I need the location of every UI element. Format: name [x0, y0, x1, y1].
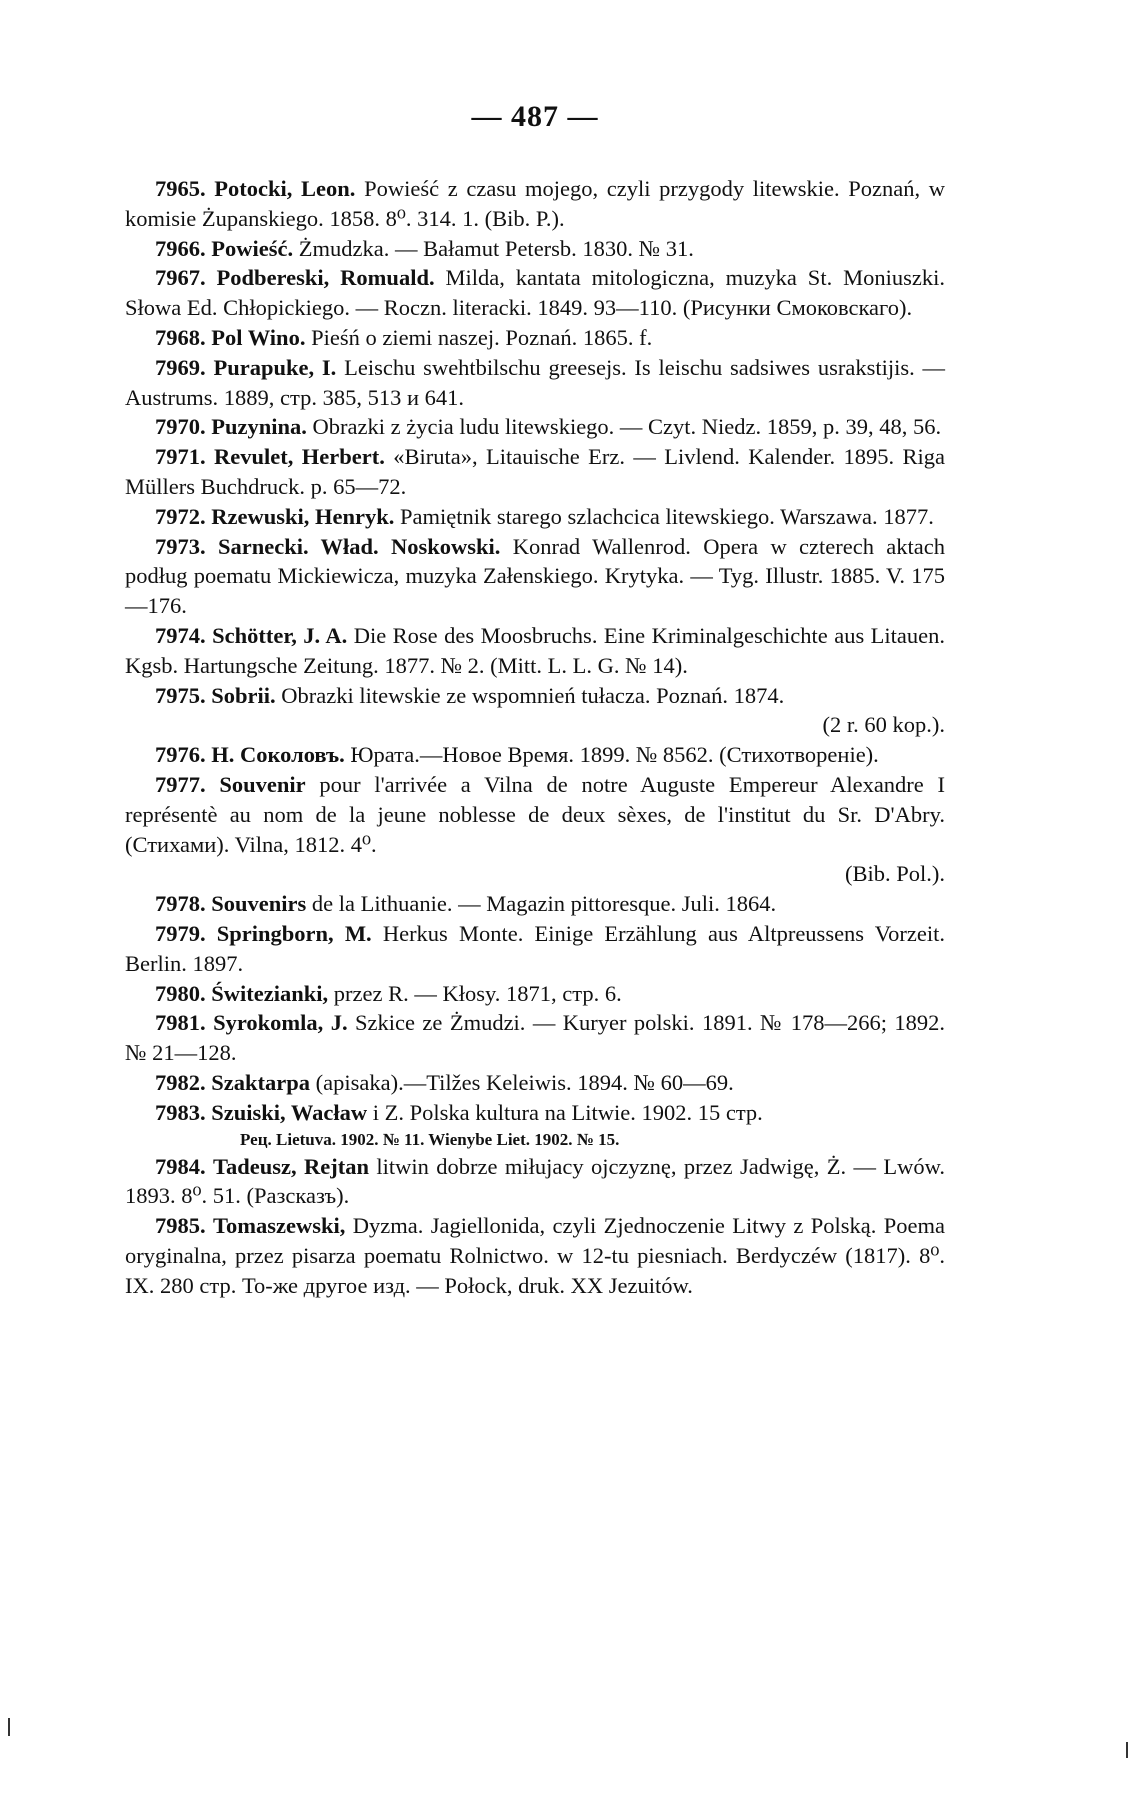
entry-heading: Souvenirs	[211, 891, 307, 917]
scan-edge-mark	[8, 1718, 10, 1736]
entry-number: 7970.	[155, 414, 206, 440]
bibliography-entry	[125, 323, 945, 353]
entry-heading: Springborn, M.	[216, 920, 372, 946]
entry-heading: Syrokomla, J.	[213, 1010, 348, 1036]
entry-number: 7981.	[155, 1010, 206, 1036]
entry-number: 7971.	[155, 444, 206, 470]
entry-text: Pieśń o ziemi naszej. Poznań. 1865. f.	[311, 324, 653, 350]
entry-text: Szkice ze Żmudzi. — Kuryer polski. 1891. № 178—266; 1892. № 21—128.	[125, 1010, 946, 1066]
document-page	[125, 100, 945, 1300]
entry-text: litwin dobrze miłujacy ojczyznę, przez Jadwigę, Ż. — Lwów. 1893. 8⁰. 51. (Разсказъ).	[125, 1153, 946, 1209]
scan-edge-mark	[1126, 1742, 1128, 1758]
bibliography-entry	[125, 174, 945, 234]
bibliography-entry	[125, 1211, 945, 1300]
bibliography-entry	[125, 1098, 945, 1152]
entry-text: i Z. Polska kultura na Litwie. 1902. 15 стр.	[372, 1099, 763, 1125]
entry-heading: Szuiski, Wacław	[211, 1099, 368, 1125]
entry-heading: Schötter, J. A.	[212, 622, 348, 648]
entry-number: 7965.	[155, 176, 206, 201]
bibliography-entry	[125, 740, 945, 770]
entry-heading: Świtezianki,	[211, 980, 329, 1006]
entry-text: Obrazki z życia ludu litewskiego. — Czyt. Niedz. 1859, p. 39, 48, 56.	[312, 414, 942, 440]
bibliography-entry	[125, 1068, 945, 1098]
entry-heading: Sobrii.	[211, 682, 276, 708]
entry-number: 7977.	[155, 771, 206, 797]
page-number: — 487 —	[471, 100, 599, 133]
entry-text: Dyzma. Jagiellonida, czyli Zjednoczenie Litwy z Polską. Poema oryginalna, przez pisarza poematu Rolnictwo. w 12-tu piesniach. Berdyczéw (1817). 8⁰. IX. 280 стр. То-же другое изд. — Połock, druk. XX Jezuitów.	[125, 1213, 946, 1298]
entry-heading: Rzewuski, Henryk.	[211, 503, 395, 529]
entry-number: 7968.	[155, 324, 206, 350]
bibliography-entry	[125, 1152, 945, 1212]
entry-text: «Biruta», Litauische Erz. — Livlend. Kalender. 1895. Riga Müllers Buchdruck. p. 65—72.	[125, 444, 946, 499]
entry-text: przez R. — Kłosy. 1871, стр. 6.	[333, 980, 622, 1006]
entry-text: Herkus Monte. Einige Erzählung aus Altpreussens Vorzeit. Berlin. 1897.	[125, 920, 945, 976]
entry-heading: Revulet, Herbert.	[214, 444, 385, 470]
bibliography-entry	[125, 353, 945, 413]
bibliography-entry	[125, 502, 945, 532]
entry-text: Żmudzka. — Bałamut Petersb. 1830. № 31.	[298, 235, 694, 261]
entry-heading: Tomaszewski,	[213, 1213, 346, 1239]
bibliography-entry	[125, 919, 945, 979]
entry-aside: (2 r. 60 kop.).	[822, 712, 945, 738]
entry-number: 7972.	[155, 503, 206, 529]
entry-text: pour l'arrivée a Vilna de notre Auguste Empereur Alexandre I représentè au nom de la jeune noblesse de deux sèxes, de l'institut du Sr. D'Abry. (Стихами). Vilna, 1812. 4⁰.	[125, 771, 946, 857]
entry-heading: Szaktarpa	[211, 1069, 311, 1095]
entry-number: 7976.	[155, 742, 206, 768]
bibliography-entry	[125, 412, 945, 442]
entry-text: Leischu swehtbilschu greesejs. Is leischu sadsiwes usrakstijis. — Austrums. 1889, стр. 385, 513 и 641.	[125, 354, 946, 410]
entry-text: Obrazki litewskie ze wspomnień tułacza. Poznań. 1874.	[281, 682, 785, 708]
entry-number: 7969.	[155, 354, 206, 380]
entry-heading: Н. Соколовъ.	[211, 742, 345, 768]
bibliography-entry	[125, 234, 945, 264]
entry-number: 7974.	[155, 622, 206, 648]
entry-number: 7966.	[155, 235, 206, 261]
entry-number: 7983.	[155, 1099, 206, 1125]
entry-text: Die Rose des Moosbruchs. Eine Kriminalgeschichte aus Litauen. Kgsb. Hartungsche Zeitung. 1877. № 2. (Mitt. L. L. G. № 14).	[125, 622, 946, 678]
entry-heading: Souvenir	[219, 771, 306, 797]
entry-aside: (Bib. Pol.).	[844, 861, 945, 887]
entry-number: 7978.	[155, 891, 206, 917]
entry-number: 7975.	[155, 682, 206, 708]
entry-heading: Podbereski, Romuald.	[216, 265, 435, 291]
entry-heading: Tadeusz, Rejtan	[213, 1153, 369, 1179]
entry-review-note: Рец. Lietuva. 1902. № 11. Wienybe Liet. 1902. № 15.	[240, 1129, 620, 1149]
entry-number: 7979.	[155, 920, 206, 946]
entry-number: 7980.	[155, 980, 206, 1006]
entry-text: Milda, kantata mitologiczna, muzyka St. Moniuszki. Słowa Ed. Chłopickiego. — Roczn. literacki. 1849. 93—110. (Рисунки Смоковскаго).	[125, 265, 945, 321]
entry-text: Pamiętnik starego szlachcica litewskiego. Warszawa. 1877.	[400, 503, 934, 529]
entry-heading: Purapuke, I.	[213, 354, 337, 380]
entry-number: 7973.	[155, 533, 206, 559]
bibliography-entry	[125, 889, 945, 919]
entry-heading: Sarnecki. Wład. Noskowski.	[217, 533, 501, 559]
bibliography-entry	[125, 1008, 945, 1068]
bibliography-entry	[125, 770, 945, 889]
bibliography-entry	[125, 681, 945, 741]
entry-heading: Pol Wino.	[211, 324, 306, 350]
entry-number: 7984.	[155, 1153, 206, 1179]
entry-text: Konrad Wallenrod. Opera w czterech aktach podług poematu Mickiewicza, muzyka Załenskiego. Krytyka. — Tyg. Illustr. 1885. V. 175—176.	[125, 533, 946, 619]
entry-number: 7967.	[155, 265, 206, 291]
entry-text: (apisaka).—Tilžes Keleiwis. 1894. № 60—69.	[315, 1069, 734, 1095]
bibliography-entry	[125, 263, 945, 323]
entry-text: Юрата.—Новое Время. 1899. № 8562. (Стихотвореніе).	[350, 742, 879, 768]
entry-number: 7982.	[155, 1069, 206, 1095]
entry-heading: Potocki, Leon.	[214, 176, 356, 201]
bibliography-entries	[125, 174, 945, 1300]
bibliography-entry	[125, 621, 945, 681]
bibliography-entry	[125, 442, 945, 502]
entry-heading: Puzynina.	[211, 414, 307, 440]
bibliography-entry	[125, 532, 945, 621]
entry-text: Powieść z czasu mojego, czyli przygody litewskie. Poznań, w komisie Żupanskiego. 1858. 8⁰. 314. 1. (Bib. P.).	[125, 176, 946, 231]
entry-number: 7985.	[155, 1213, 206, 1239]
entry-text: de la Lithuanie. — Magazin pittoresque. Juli. 1864.	[311, 891, 777, 917]
entry-heading: Powieść.	[211, 235, 294, 261]
bibliography-entry	[125, 979, 945, 1009]
